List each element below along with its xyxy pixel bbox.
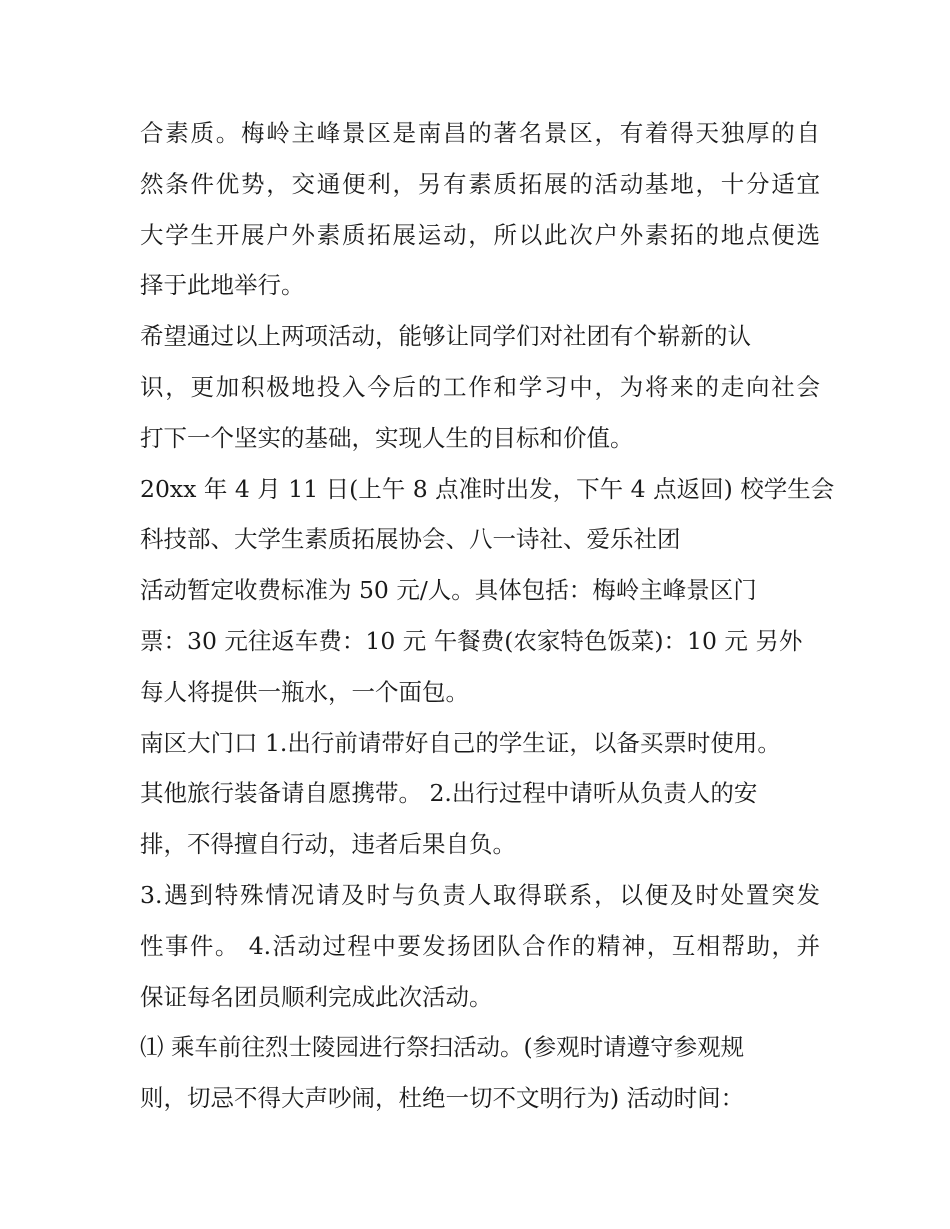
text-line: 合素质。梅岭主峰景区是南昌的著名景区，有着得天独厚的自: [140, 119, 820, 147]
text-line: 排，不得擅自行动，违者后果自负。: [140, 830, 516, 859]
text-line: 则，切忌不得大声吵闹，杜绝一切不文明行为) 活动时间：: [140, 1084, 745, 1113]
text-line: 其他旅行装备请自愿携带。 2.出行过程中请听从负责人的安: [140, 779, 758, 808]
text-line: 打下一个坚实的基础，实现人生的目标和价值。: [140, 423, 634, 452]
document-body: [140, 108, 835, 1124]
text-line: 20xx 年 4 月 11 日(上午 8 点准时出发，下午 4 点返回) 校学生会: [140, 474, 835, 503]
text-line: 南区大门口 1.出行前请带好自己的学生证，以备买票时使用。: [140, 728, 781, 757]
text-line: 大学生开展户外素质拓展运动，所以此次户外素拓的地点便选: [140, 220, 820, 249]
text-line: 保证每名团员顺利完成此次活动。: [140, 982, 493, 1011]
text-line: 希望通过以上两项活动，能够让同学们对社团有个崭新的认: [140, 322, 751, 351]
text-line: 票：30 元往返车费：10 元 午餐费(农家特色饭菜)：10 元 另外: [140, 626, 803, 655]
text-line: 3.遇到特殊情况请及时与负责人取得联系，以便及时处置突发: [140, 880, 820, 909]
text-line: 活动暂定收费标准为 50 元/人。具体包括：梅岭主峰景区门: [140, 576, 757, 605]
text-line: 科技部、大学生素质拓展协会、八一诗社、爱乐社团: [140, 525, 681, 554]
text-line: ⑴ 乘车前往烈士陵园进行祭扫活动。(参观时请遵守参观规: [140, 1033, 745, 1062]
text-line: 然条件优势，交通便利，另有素质拓展的活动基地，十分适宜: [140, 169, 820, 198]
text-line: 识，更加积极地投入今后的工作和学习中，为将来的走向社会: [140, 372, 820, 401]
text-line: 性事件。 4.活动过程中要发扬团队合作的精神，互相帮助，并: [140, 931, 820, 960]
text-line: 择于此地举行。: [140, 271, 305, 300]
text-line: 每人将提供一瓶水，一个面包。: [140, 677, 469, 706]
